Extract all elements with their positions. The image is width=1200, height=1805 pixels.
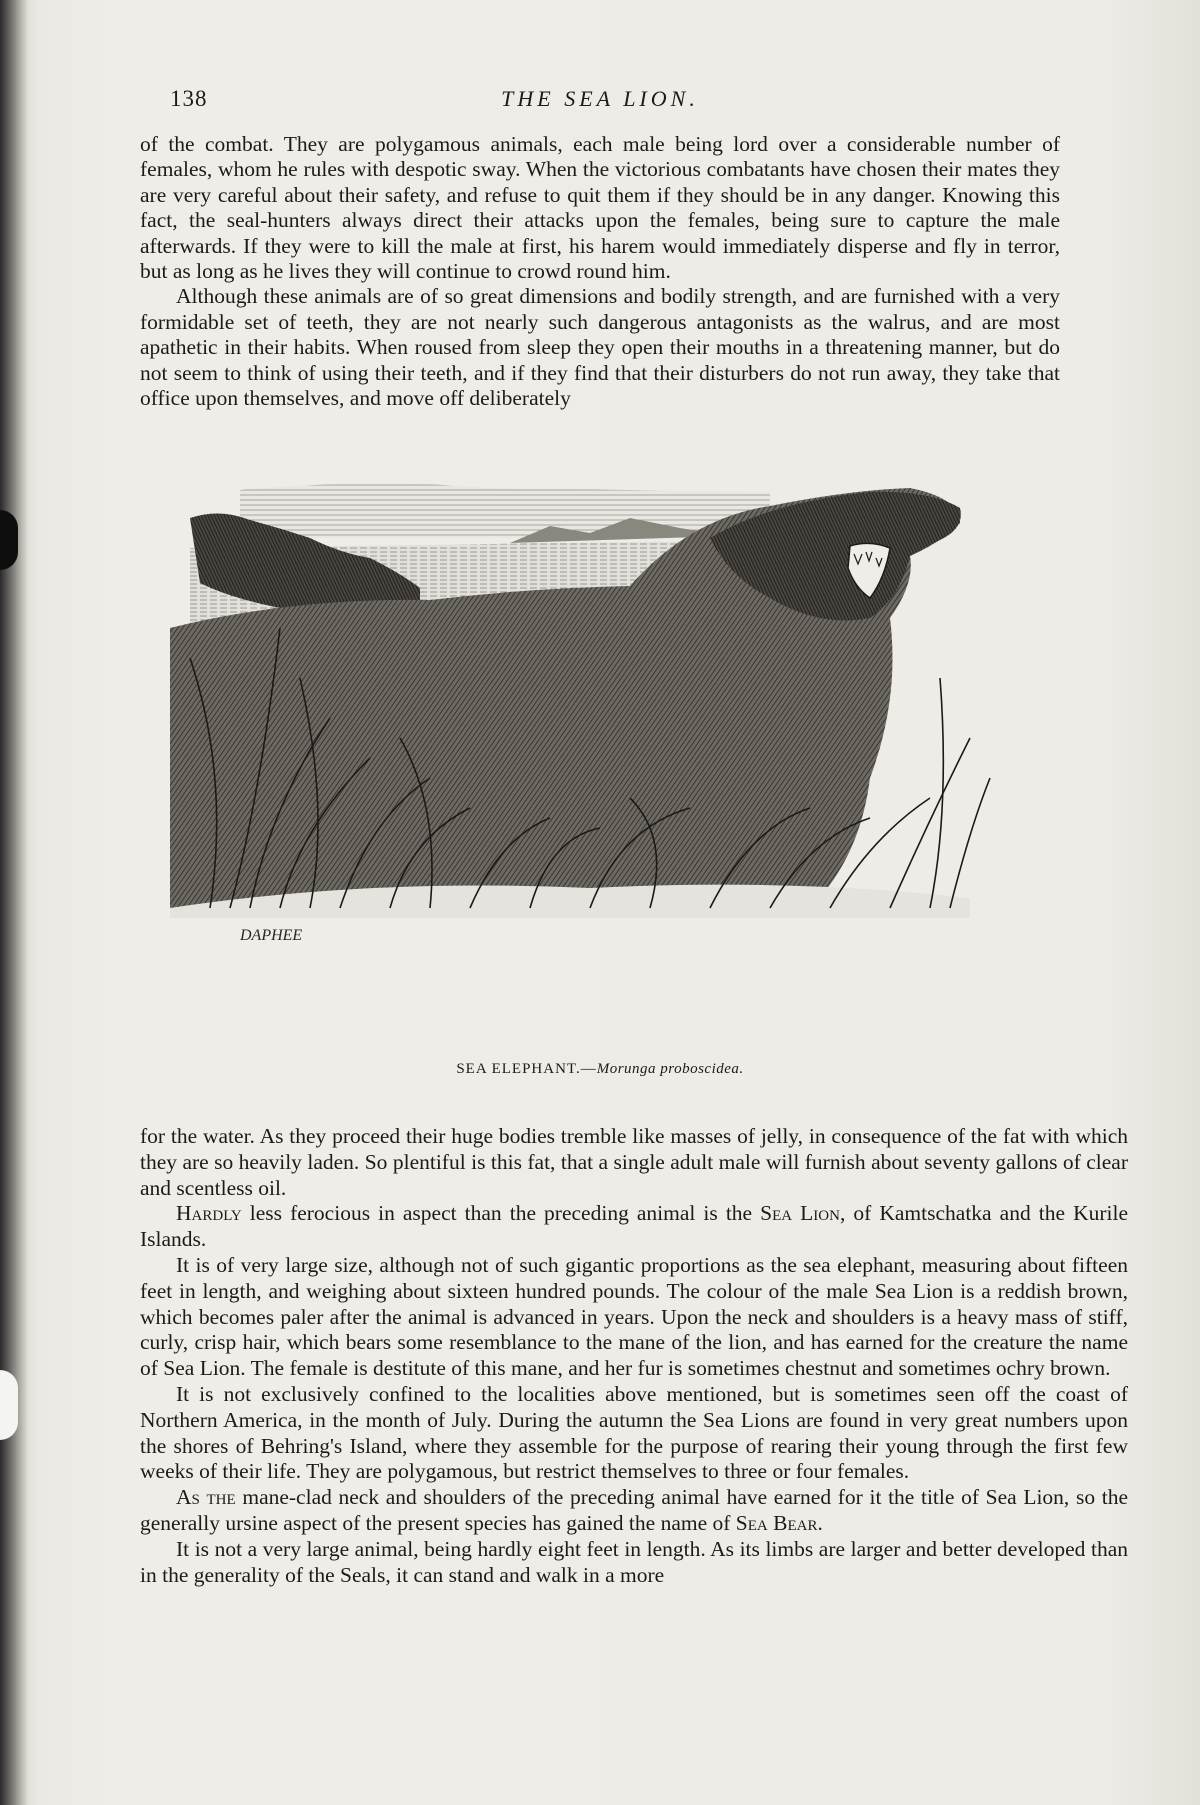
paragraph xyxy=(140,1485,1128,1537)
paragraph: It is not a very large animal, being hardly eight feet in length. As its limbs are larger and better developed than in the generality of the Seals, it can stand and walk in a more xyxy=(140,1536,1128,1587)
page-number: 138 xyxy=(170,86,208,111)
paragraph: for the water. As they proceed their huge bodies tremble like masses of jelly, in consequence of the fat with which they are so heavily laden. So plentiful is this fat, that a single adult male will furnish about seventy gallons of clear and scentless oil. xyxy=(140,1124,1128,1200)
paragraph: It is of very large size, although not of such gigantic proportions as the sea elephant, measuring about fifteen feet in length, and weighing about sixteen hundred pounds. The colour of the male Sea Lion is a reddish brown, which becomes paler after the animal is advanced in years. Upon the neck and shoulders is a heavy mass of stiff, curly, crisp hair, which bears some resemblance to the mane of the lion, and has earned for the creature the name of Sea Lion. The female is destitute of this mane, and her fur is sometimes chestnut and sometimes ochry brown. xyxy=(140,1252,1128,1381)
paragraph: It is not exclusively confined to the localities above mentioned, but is sometimes seen off the coast of Northern America, in the month of July. During the autumn the Sea Lions are found in very great numbers upon the shores of Behring's Island, where they assemble for the purpose of rearing their young through the first few weeks of their life. They are polygamous, but restrict themselves to three or four females. xyxy=(140,1381,1128,1484)
binding-hole xyxy=(0,510,18,570)
binding-shadow xyxy=(0,0,28,1805)
paragraph: of the combat. They are polygamous animals, each male being lord over a considerable number of females, whom he rules with despotic sway. When the victorious combatants have chosen their mates they are very careful about their safety, and refuse to quit them if they should be in any danger. Knowing this fact, the seal-hunters always direct their attacks upon the females, being sure to capture the male afterwards. If they were to kill the male at first, his harem would immediately disperse and fly in terror, but as long as he lives they will continue to crowd round him. xyxy=(140,132,1060,284)
top-text-block xyxy=(140,132,1060,411)
binding-hole xyxy=(0,1370,18,1440)
caption-latin: Morunga proboscidea. xyxy=(596,1061,744,1077)
running-title: THE SEA LION. xyxy=(501,86,699,111)
paragraph-lead: As the xyxy=(176,1485,236,1510)
page-header xyxy=(0,86,1200,116)
sea-elephant-engraving xyxy=(170,478,1120,1048)
paragraph-text: mane-clad neck and shoulders of the preceding animal have earned for it the title of Sea Lion, so the generally ursine aspect of the present species has gained the name of xyxy=(140,1485,1128,1535)
bottom-text-block xyxy=(140,1124,1128,1588)
paragraph: Although these animals are of so great dimensions and bodily strength, and are furnished with a very formidable set of teeth, they are not nearly such dangerous antagonists as the walrus, and are most apathetic in their habits. When roused from sleep they open their mouths in a threatening manner, but do not seem to think of using their teeth, and if they find that their disturbers do not run away, they take that office upon themselves, and move off deliberately xyxy=(140,284,1060,411)
paragraph-text: less ferocious in aspect than the preceding animal is the xyxy=(241,1201,761,1226)
species-name: Sea Lion xyxy=(760,1201,840,1226)
caption-name: SEA ELEPHANT.— xyxy=(456,1061,597,1077)
engraver-signature: DAPHEE xyxy=(240,927,303,944)
paragraph-text: . xyxy=(817,1510,823,1535)
paragraph xyxy=(140,1201,1128,1253)
figure-caption xyxy=(0,1061,1200,1078)
species-name: Sea Bear xyxy=(735,1510,818,1535)
paragraph-text: , of Kamtschatka and the Kurile Islands. xyxy=(140,1201,1128,1252)
paragraph-lead: Hardly xyxy=(176,1201,242,1226)
